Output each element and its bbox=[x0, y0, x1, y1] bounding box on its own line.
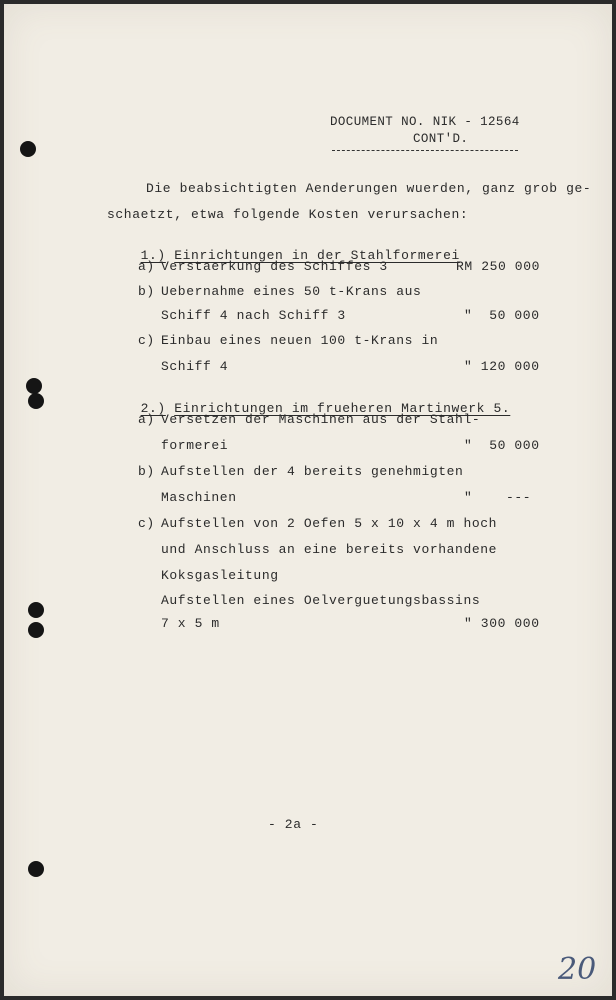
item-amount: RM 250 000 bbox=[456, 259, 541, 274]
punch-hole bbox=[28, 861, 44, 877]
section-title: Einrichtungen in der Stahlformerei bbox=[174, 248, 460, 263]
item-text: Koksgasleitung bbox=[161, 568, 279, 583]
intro-line-2: schaetzt, etwa folgende Kosten verursachen: bbox=[107, 207, 469, 222]
punch-hole bbox=[26, 378, 42, 394]
handwritten-page-mark: 20 bbox=[558, 952, 597, 987]
item-text: Schiff 4 bbox=[161, 359, 229, 374]
intro-line-1: Die beabsichtigten Aenderungen wuerden, ganz grob ge- bbox=[146, 181, 592, 196]
item-label: b) bbox=[138, 464, 155, 479]
punch-hole bbox=[28, 393, 44, 409]
item-text: Versetzen der Maschinen aus der Stahl- bbox=[161, 412, 481, 427]
item-text: Aufstellen der 4 bereits genehmigten bbox=[161, 464, 464, 479]
punch-hole bbox=[28, 602, 44, 618]
document-page bbox=[4, 4, 612, 996]
punch-hole bbox=[20, 141, 36, 157]
item-text: Aufstellen eines Oelverguetungsbassins bbox=[161, 593, 481, 608]
item-text: 7 x 5 m bbox=[161, 616, 220, 631]
item-amount: " 120 000 bbox=[464, 359, 540, 374]
item-amount: " 300 000 bbox=[464, 616, 540, 631]
item-label: c) bbox=[138, 333, 155, 348]
section-number: 2.) bbox=[140, 401, 166, 416]
item-label: b) bbox=[138, 284, 155, 299]
document-number: DOCUMENT NO. NIK - 12564 bbox=[330, 115, 520, 129]
item-label: a) bbox=[138, 259, 155, 274]
item-text: Einbau eines neuen 100 t-Krans in bbox=[161, 333, 439, 348]
item-amount: " 50 000 bbox=[464, 308, 540, 323]
punch-hole bbox=[28, 622, 44, 638]
item-text: und Anschluss an eine bereits vorhandene bbox=[161, 542, 498, 557]
item-text: Schiff 4 nach Schiff 3 bbox=[161, 308, 346, 323]
header-divider bbox=[332, 150, 518, 151]
item-text: Maschinen bbox=[161, 490, 237, 505]
item-label: a) bbox=[138, 412, 155, 427]
item-label: c) bbox=[138, 516, 155, 531]
item-text: formerei bbox=[161, 438, 229, 453]
item-text: Aufstellen von 2 Oefen 5 x 10 x 4 m hoch bbox=[161, 516, 498, 531]
item-amount: " --- bbox=[464, 490, 532, 505]
item-amount: " 50 000 bbox=[464, 438, 540, 453]
section-number: 1.) bbox=[140, 248, 166, 263]
page-number: - 2a - bbox=[268, 817, 319, 832]
item-text: Verstaerkung des Schiffes 3 bbox=[161, 259, 388, 274]
continued-label: CONT'D. bbox=[413, 132, 469, 146]
section-title: Einrichtungen im frueheren Martinwerk 5. bbox=[174, 401, 511, 416]
item-text: Uebernahme eines 50 t-Krans aus bbox=[161, 284, 422, 299]
